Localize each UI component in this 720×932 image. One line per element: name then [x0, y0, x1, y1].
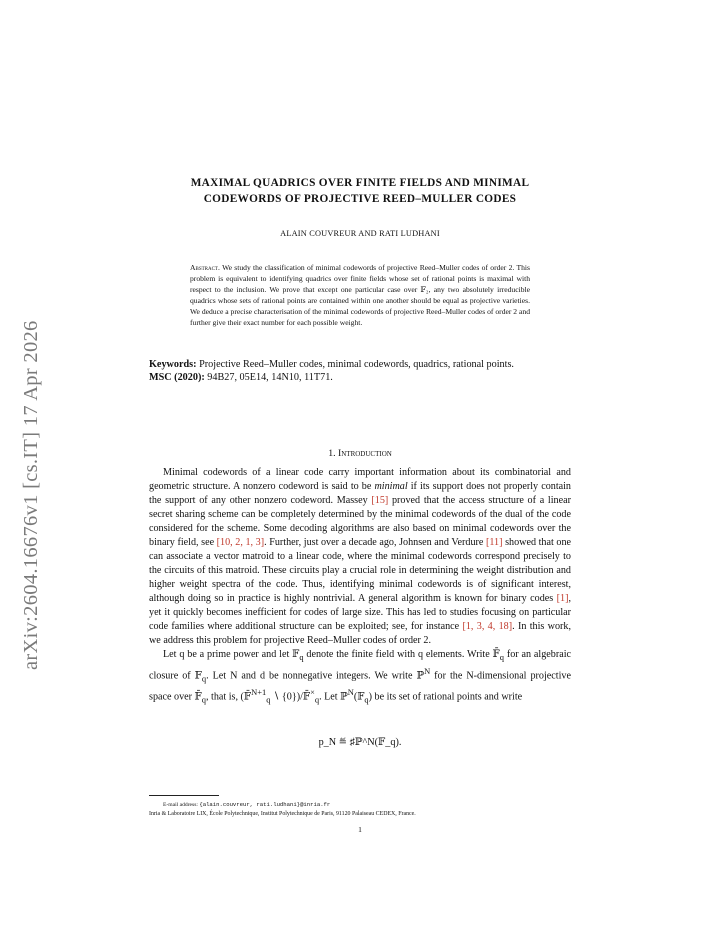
title-line-1: MAXIMAL QUADRICS OVER FINITE FIELDS AND MINIMAL	[190, 177, 530, 189]
email-address[interactable]: {alain.couvreur, rati.ludhani}@inria.fr	[199, 801, 331, 808]
text-run: showed that one can associate a vector matroid to a linear code, where the minimal codewords correspond precisely to the circuits of this matroid. These circuits play a crucial role in determining the weight distribution and higher weight spectra of the code. Thus, identifying minimal codewords is of significant interest, although doing so in practice is highly nontrivial. A general algorithm is known for binary codes	[149, 537, 571, 604]
text-run: ∖ {0})/𝔽̄	[270, 691, 311, 703]
text-run: Let q be a prime power and let 𝔽	[163, 649, 300, 660]
introduction-body	[149, 466, 571, 707]
footnote-rule	[149, 795, 219, 796]
text-run: proved that the access structure of a linear secret sharing scheme can be completely determined by the minimal codewords of the dual of the code considered for the scheme. Some decoding algorithms are also based on minimal codewords over the binary field, see	[149, 495, 571, 548]
citation-link[interactable]: [11]	[485, 537, 503, 548]
page-number: 1	[358, 825, 362, 834]
msc-text: 94B27, 05E14, 14N10, 11T71.	[207, 372, 333, 383]
citation-link[interactable]: [15]	[371, 495, 389, 506]
footnote-email	[163, 801, 330, 808]
section-heading: 1. Introduction	[328, 448, 392, 459]
text-run: , that is, (𝔽̄	[205, 691, 252, 703]
text-run: . Further, just over a decade ago, Johnsen and Verdure	[264, 537, 486, 548]
text-run: Minimal codewords of a linear code carry important information about its combinatorial and geometric structure. A nonzero codeword is said to be	[149, 467, 571, 492]
paragraph-2: Let q be a prime power and let 𝔽$_q$ denote the finite field with q elements. Write $𝔽̄_q$ for an algebraic closure of 𝔽$_q$. Let N and d be nonnegative integers. We write ℙ$^N$ for the N-dimensional projective space over $𝔽̄_q$, that is, (𝔽̄$^{N+1}_q$ ∖ $\{0\})/𝔽̄^\times_q$. Let ℙ$^N$(𝔽$_q$) be its set of rational points and write	[149, 649, 571, 705]
text-run: , yet it quickly becomes inefficient for codes of large size. This has led to studies focusing on particular code families where additional structure can be exploited; see, for instance	[149, 593, 571, 632]
citation-link[interactable]: [1, 3, 4, 18]	[462, 621, 513, 632]
keywords-block	[149, 358, 571, 384]
paper-title	[140, 175, 580, 207]
abstract	[190, 262, 530, 329]
paper-authors: ALAIN COUVREUR AND RATI LUDHANI	[280, 229, 440, 238]
text-run: . Let N and d be nonnegative integers. We write ℙ	[206, 670, 425, 682]
text-run: for an algebraic closure of 𝔽	[149, 649, 571, 682]
keywords-label: Keywords:	[149, 359, 197, 370]
text-run: if its support does not properly contain the support of any other nonzero codeword. Massey	[149, 481, 571, 506]
abstract-label: Abstract.	[190, 263, 220, 272]
text-run: ) be its set of rational points and write	[368, 691, 523, 703]
paragraph-1	[149, 466, 571, 648]
text-run: (𝔽	[353, 691, 365, 703]
title-line-2: CODEWORDS OF PROJECTIVE REED–MULLER CODES	[203, 193, 517, 205]
text-run: . In this work, we address this problem for projective Reed–Muller codes of order 2.	[149, 621, 571, 646]
arxiv-identifier-stamp: arXiv:2604.16676v1 [cs.IT] 17 Apr 2026	[20, 320, 42, 670]
text-run: denote the finite field with q elements. Write 𝔽̄	[303, 649, 500, 660]
msc-label: MSC (2020):	[149, 372, 205, 383]
emphasis-minimal: minimal	[374, 481, 408, 492]
text-run: for the N-dimensional projective space over 𝔽̄	[149, 670, 571, 703]
email-label: E-mail address:	[163, 802, 198, 808]
abstract-text: We study the classification of minimal codewords of projective Reed–Muller codes of order 2. This problem is equivalent to identifying quadrics over finite fields whose set of rational points is maximal with respect to the inclusion. We prove that except one particular case over 𝔽₂, any two absolutely irreducible quadrics whose sets of rational points are contained within one another should be equal as projective varieties. We deduce a precise characterisation of the minimal codewords of projective Reed–Muller codes of order 2 and further give their exact number for each possible weight.	[190, 263, 530, 328]
footnote-affiliation: Inria & Laboratoire LIX, École Polytechnique, Institut Polytechnique de Paris, 91120 Palaiseau CEDEX, France.	[149, 811, 416, 817]
equation-pN: p_N ≝ ♯ℙ^N(𝔽_q).	[318, 737, 402, 748]
text-run: . Let ℙ	[319, 691, 348, 703]
keywords-text: Projective Reed–Muller codes, minimal codewords, quadrics, rational points.	[199, 359, 514, 370]
citation-link[interactable]: [1]	[556, 593, 569, 604]
citation-link[interactable]: [10, 2, 1, 3]	[216, 537, 265, 548]
